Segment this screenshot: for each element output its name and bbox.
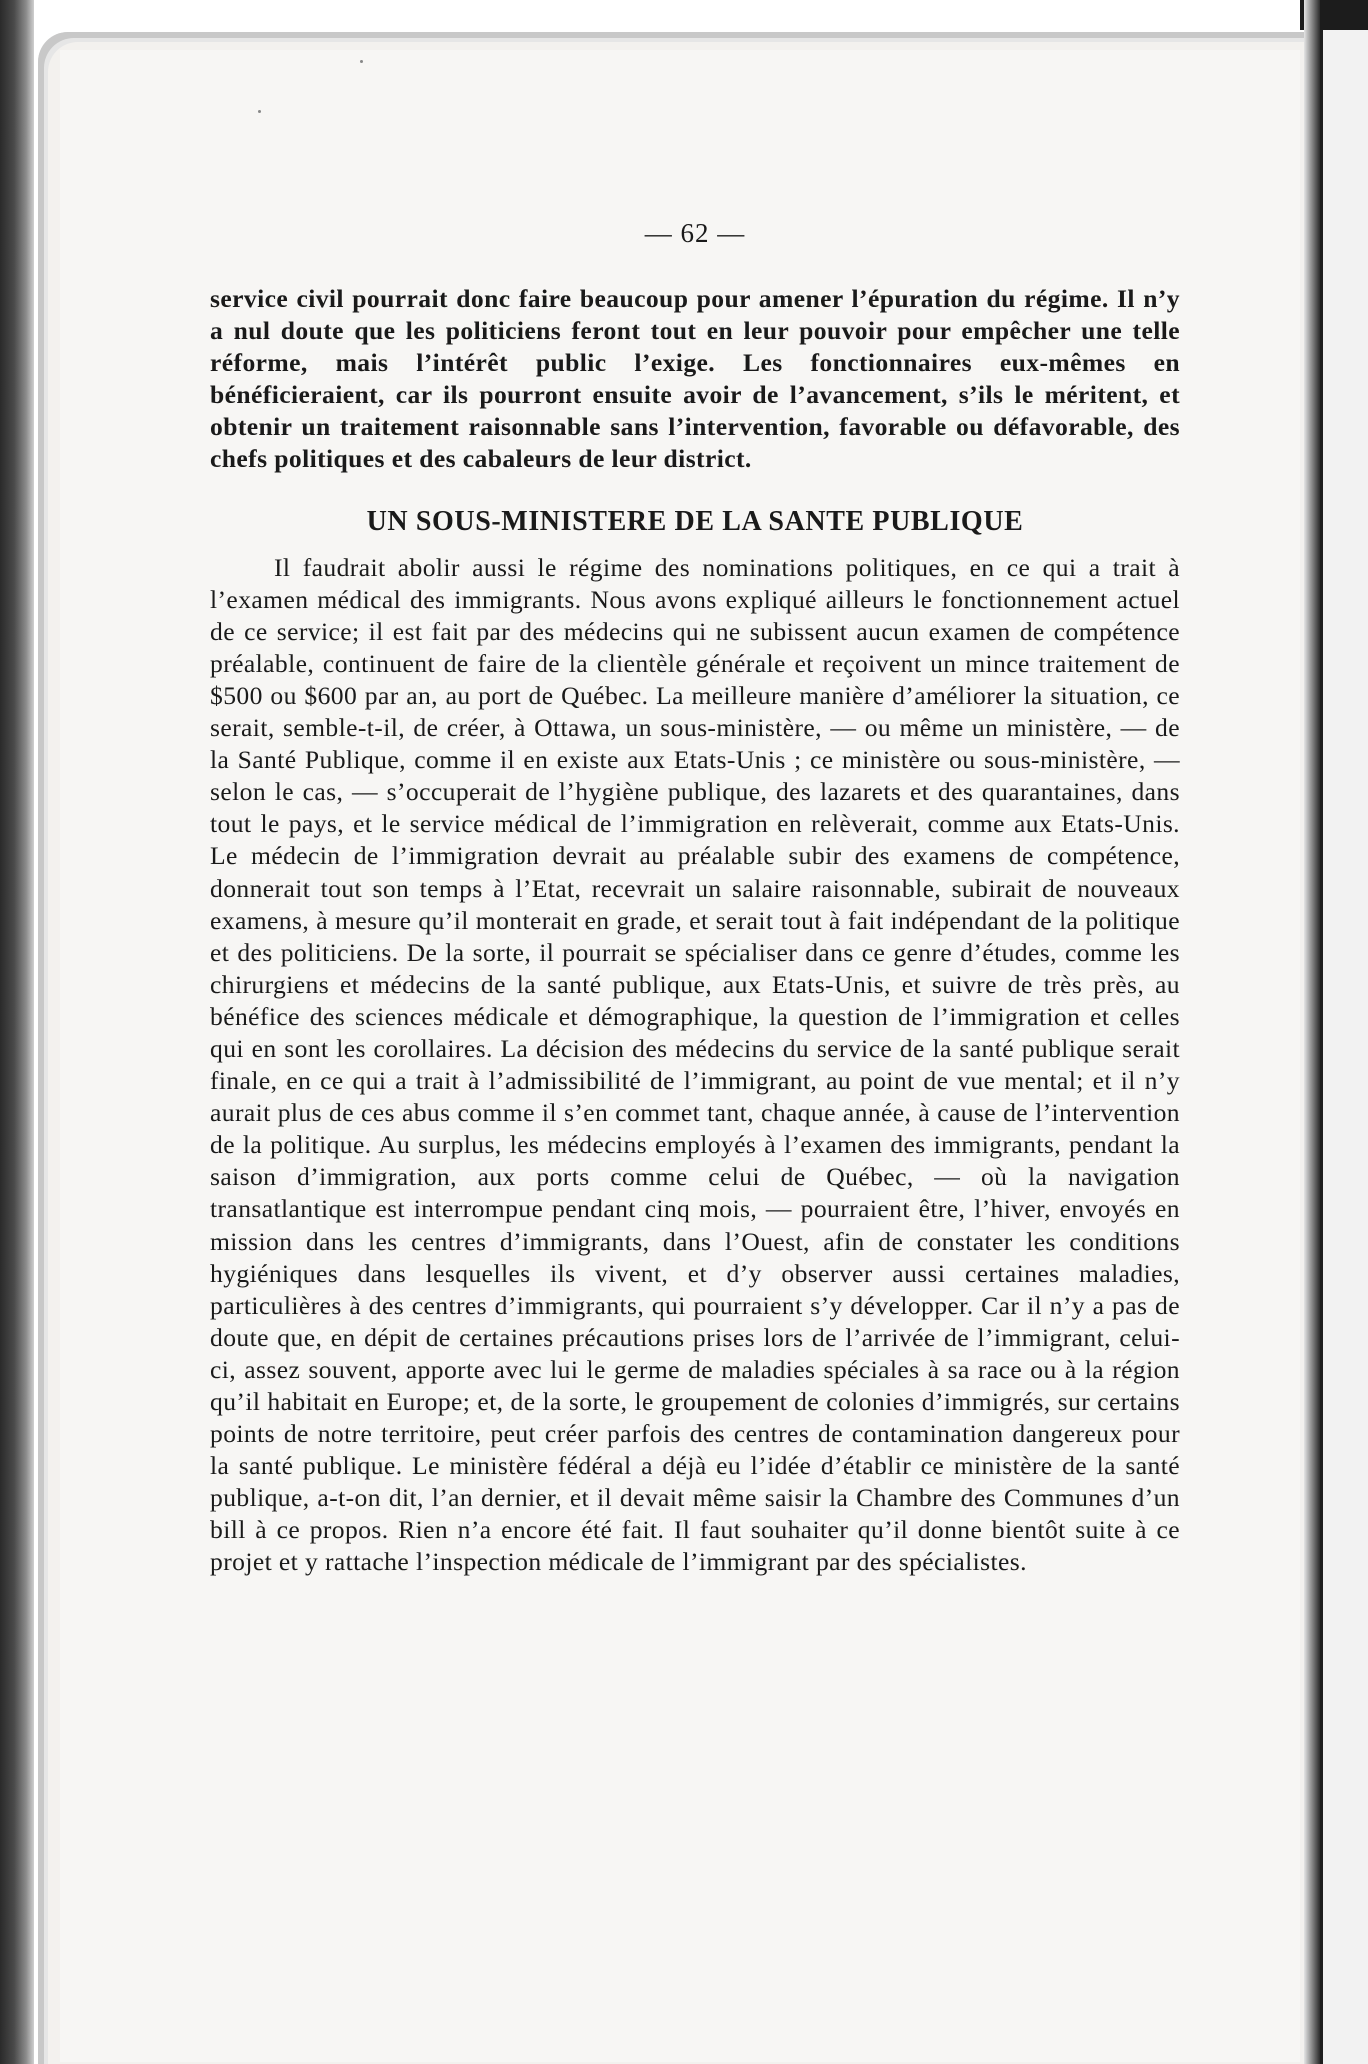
page-number: — 62 — — [644, 218, 746, 248]
section-heading: UN SOUS-MINISTERE DE LA SANTE PUBLIQUE — [366, 505, 1024, 537]
book-gutter-right — [1304, 0, 1320, 2064]
book-binding-left — [0, 0, 34, 2064]
section-paragraph: Il faudrait abolir aussi le régime des nominations politiques, en ce qui a trait à l’examen médical des immigrants. Nous avons expliqué ailleurs le fonctionnement actuel de ce service; il est fait par des médecins qui ne subissent aucun examen de compétence préalable, continuent de faire de la clientèle générale et reçoivent un mince traitement de $500 ou $600 par an, au port de Québec. La meilleure manière d’améliorer la situation, ce serait, semble-t-il, de créer, à Ottawa, un sous-ministère, — ou même un ministère, — de la Santé Publique, comme il en existe aux Etats-Unis ; ce ministère ou sous-ministère, — selon le cas, — s’occuperait de l’hygiène publique, des lazarets et des quarantaines, dans tout le pays, et le service médical de l’immigration en relèverait, comme aux Etats-Unis. Le médecin de l’immigration devrait au préalable subir des examens de compétence, donnerait tout son temps à l’Etat, recevrait un salaire raisonnable, subirait de nouveaux examens, à mesure qu’il monterait en grade, et serait tout à fait indépendant de la politique et des politiciens. De la sorte, il pourrait se spécialiser dans ce genre d’études, comme les chirurgiens et médecins de la santé publique, aux Etats-Unis, et suivre de très près, au bénéfice des sciences médicale et démographique, la question de l’immigration et celles qui en sont les corollaires. La décision des médecins du service de la santé publique serait finale, en ce qui a trait à l’admissibilité de l’immigrant, au point de vue mental; et il n’y aurait plus de ces abus comme il s’en commet tant, chaque année, à cause de l’intervention de la politique. Au surplus, les médecins employés à l’examen des immigrants, pendant la saison d’immigration, aux ports comme celui de Québec, — où la navigation transatlantique est interrompue pendant cinq mois, — pourraient être, l’hiver, envoyés en mission dans les centres d’immigrants, dans l’Ouest, afin de constater les conditions hygiéniques dans lesquelles ils vivent, et d’y observer aussi certaines maladies, particulières à des centres d’immigrants, qui pourraient s’y développer. Car il n’y a pas de doute que, en dépit de certaines précautions prises lors de l’arrivée de l’immigrant, celui-ci, assez souvent, apporte avec lui le germe de maladies spéciales à sa race ou à la région qu’il habitait en Europe; et, de la sorte, le groupement de colonies d’immigrés, sur certains points de notre territoire, peut créer parfois des centres de contamination dangereux pour la santé publique. Le ministère fédéral a déjà eu l’idée d’établir ce ministère de la santé publique, a-t-on dit, l’an dernier, et il devait même saisir la Chambre des Communes d’un bill à ce propos. Rien n’a encore été fait. Il faut souhaiter qu’il donne bientôt suite à ce projet et y rattache l’inspection médicale de l’immigrant par des spécialistes. — [210, 552, 1180, 1577]
scan-speck — [360, 60, 363, 63]
scan-speck — [258, 110, 261, 113]
page-text-block — [210, 218, 1180, 1579]
intro-paragraph: service civil pourrait donc faire beaucoup pour amener l’épuration du régime. Il n’y a nul doute que les politiciens feront tout en leur pouvoir pour empêcher une telle réforme, mais l’intérêt public l’exige. Les fonctionnaires eux-mêmes en bénéficieraient, car ils pourront ensuite avoir de l’avancement, s’ils le méritent, et obtenir un traitement raisonnable sans l’intervention, favorable ou défavorable, des chefs politiques et des cabaleurs de leur district. — [210, 284, 1180, 474]
adjacent-page-edge — [1320, 30, 1368, 2064]
